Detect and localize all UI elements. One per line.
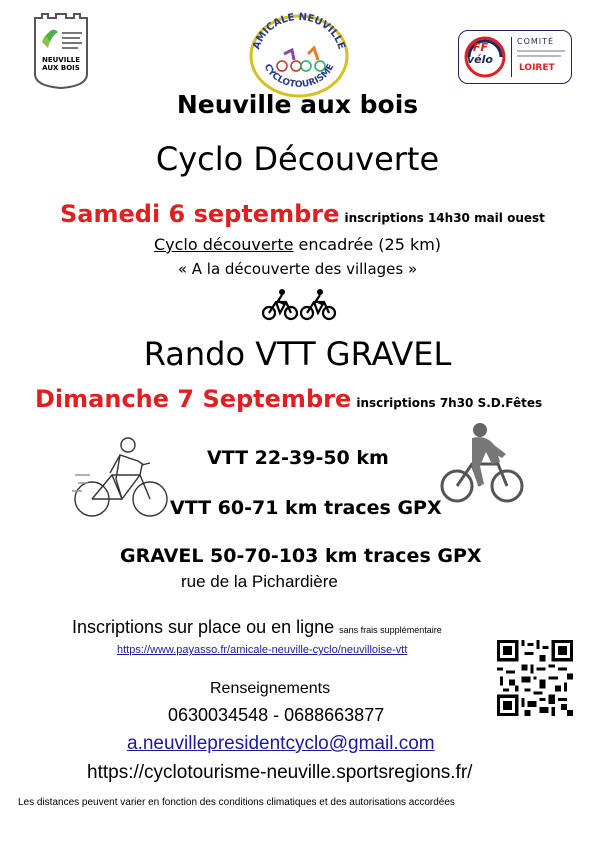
route-gravel: GRAVEL 50-70-103 km traces GPX: [120, 545, 482, 567]
ffvelo-velo: vélo: [467, 53, 493, 66]
saturday-date: Samedi 6 septembre: [60, 200, 340, 228]
registration-link[interactable]: https://www.payasso.fr/amicale-neuville-cyclo/neuvilloise-vtt: [117, 644, 408, 656]
club-arc-top: AMICALE NEUVILLE: [251, 11, 347, 51]
sunday-info: inscriptions 7h30 S.D.Fêtes: [356, 396, 543, 410]
ffvelo-subtitle-line: [517, 55, 561, 57]
ffvelo-dept: LOIRET: [519, 63, 555, 73]
bicycle-icons: [262, 288, 338, 322]
route-vtt-short: VTT 22-39-50 km: [207, 447, 389, 469]
saturday-line: [60, 200, 545, 228]
address: rue de la Pichardière: [181, 572, 338, 591]
footer-disclaimer: Les distances peuvent varier en fonction des conditions climatiques et des autorisations accordées: [18, 797, 455, 808]
saturday-quote: « A la découverte des villages »: [177, 260, 418, 278]
registration-main: Inscriptions sur place ou en ligne: [72, 617, 340, 637]
registration-text: [72, 617, 442, 638]
town-logo-line1: NEUVILLE: [41, 56, 81, 64]
website-url[interactable]: https://cyclotourisme-neuville.sportsregions.fr/: [87, 762, 473, 783]
town-logo-line2: AUX BOIS: [42, 64, 80, 72]
sunday-date: Dimanche 7 Septembre: [35, 385, 352, 413]
bicycle-icon: [301, 289, 335, 319]
event2-title: Rando VTT GRAVEL: [143, 335, 452, 373]
info-title: Renseignements: [210, 680, 331, 697]
qr-code[interactable]: [497, 640, 573, 716]
phone-numbers: 0630034548 - 0688663877: [168, 705, 385, 725]
ffvelo-divider: [511, 37, 512, 77]
club-logo: [244, 10, 354, 98]
cyclist-sketch-illustration: [70, 435, 170, 525]
town-logo: [32, 12, 90, 90]
cyclist-silhouette-illustration: [440, 420, 525, 510]
ffvelo-logo: [458, 30, 572, 84]
bicycle-icon: [263, 289, 297, 319]
club-arc-bottom: CYCLOTOURISME: [261, 62, 337, 91]
sunday-line: [35, 385, 542, 413]
saturday-description: [0, 235, 595, 254]
email-link[interactable]: a.neuvillepresidentcyclo@gmail.com: [127, 733, 435, 754]
ffvelo-subtitle-line: [517, 50, 565, 52]
saturday-info: inscriptions 14h30 mail ouest: [344, 211, 545, 225]
ffvelo-ff: FF: [473, 41, 489, 54]
ffvelo-comite: COMITÉ: [517, 37, 555, 46]
town-title: Neuville aux bois: [176, 90, 419, 119]
event1-title: Cyclo Découverte: [155, 140, 440, 178]
registration-small: sans frais supplémentaire: [339, 625, 442, 635]
route-vtt-long: VTT 60-71 km traces GPX: [170, 497, 442, 519]
saturday-desc-rest: encadrée (25 km): [293, 235, 442, 254]
saturday-desc-underlined: Cyclo découverte: [153, 235, 294, 254]
